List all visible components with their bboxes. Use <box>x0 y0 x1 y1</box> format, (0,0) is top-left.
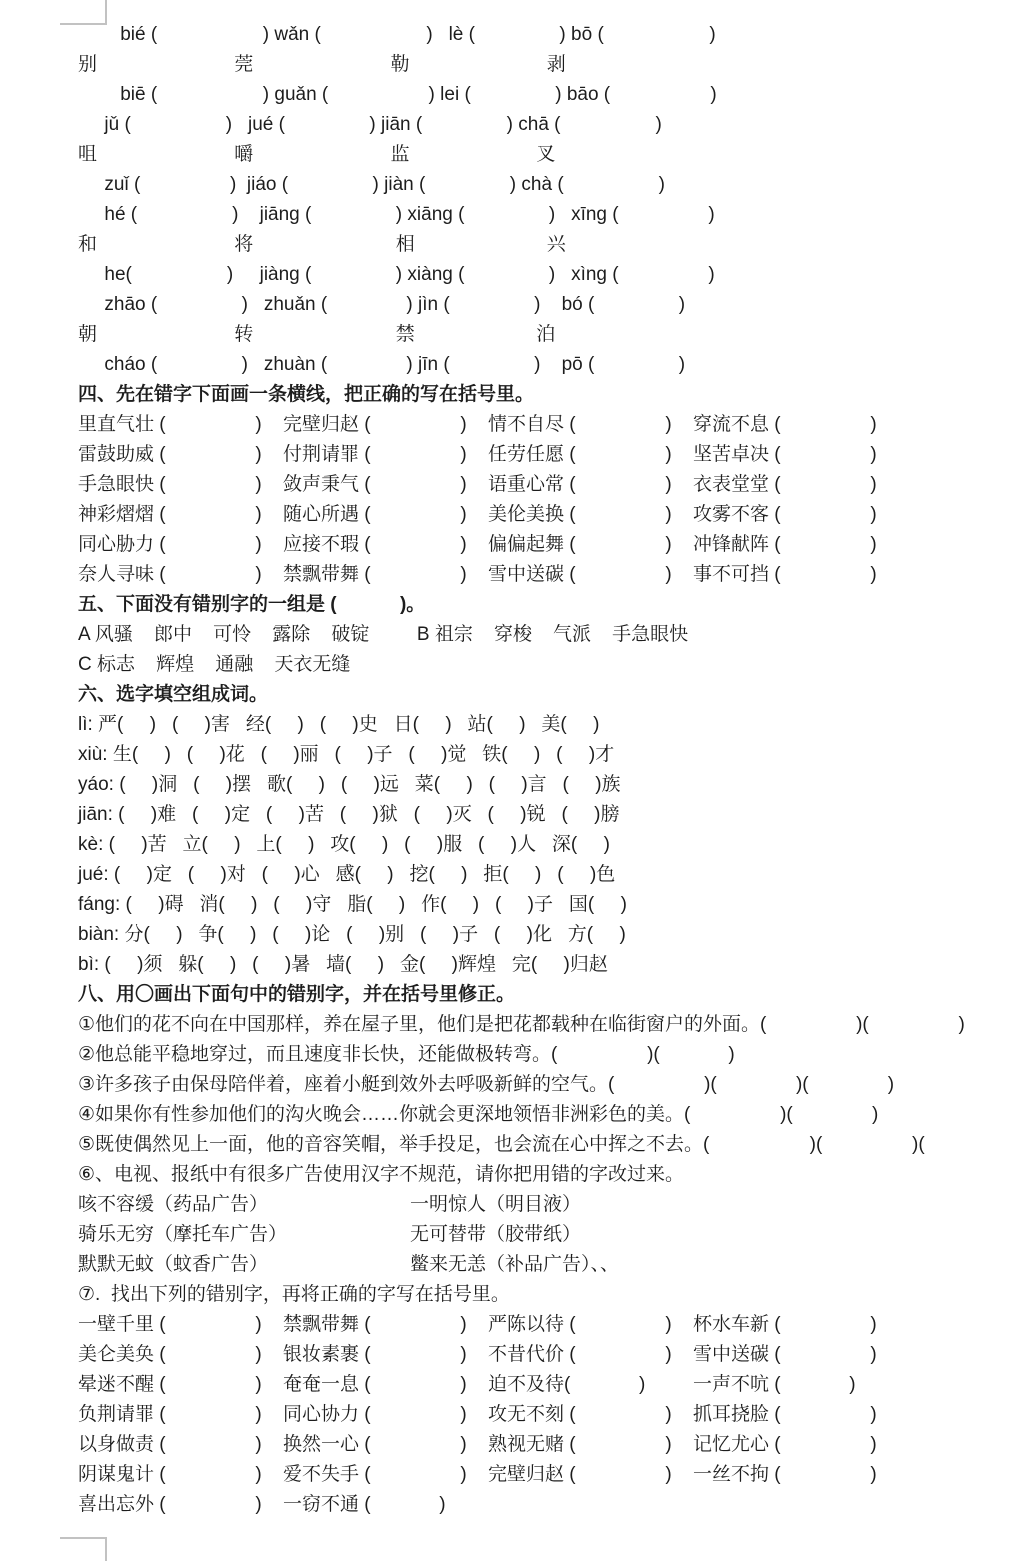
idiom-blank-cell: 奈人寻味 ( ) <box>78 564 262 585</box>
page-margin-corner-bottom-left <box>60 1537 107 1561</box>
idiom-blank-cell: 穿流不息 ( ) <box>693 414 877 435</box>
fill-in-line: jiān: ( )难 ( )定 ( )苦 ( )狱 ( )灭 ( )锐 ( )膀 <box>78 804 620 825</box>
section5-heading: 五、下面没有错别字的一组是 ( )。 <box>78 594 426 615</box>
section5-option-c: C 标志 辉煌 通融 天衣无缝 <box>78 654 351 675</box>
pinyin-line: cháo ( ) zhuàn ( ) jīn ( ) pō ( ) <box>78 354 686 375</box>
fill-in-line: xiù: 生( ) ( )花 ( )丽 ( )子 ( )觉 铁( ) ( )才 <box>78 744 615 765</box>
fill-in-line: lì: 严( ) ( )害 经( ) ( )史 日( ) 站( ) 美( ) <box>78 714 600 735</box>
idiom-correction-row <box>78 1310 1018 1340</box>
fill-in-line: fáng: ( )碍 消( ) ( )守 脂( ) 作( ) ( )子 国( ) <box>78 894 627 915</box>
idiom-blank-cell: 敛声秉气 ( ) <box>283 474 467 495</box>
sentence-correction-line: ①他们的花不向在中国那样，养在屋子里，他们是把花都载种在临街窗户的外面。( )( ) <box>78 1014 965 1035</box>
idiom-blank-cell: 冲锋献阵 ( ) <box>693 534 877 555</box>
section8-heading: 八、用〇画出下面句中的错别字，并在括号里修正。 <box>78 984 516 1005</box>
idiom-blank-cell: 一丝不拘 ( ) <box>693 1464 877 1485</box>
idiom-blank-cell: 事不可挡 ( ) <box>693 564 877 585</box>
idiom-blank-cell: 一壁千里 ( ) <box>78 1314 262 1335</box>
pinyin-character-line: 朝 转 禁 泊 <box>78 324 556 345</box>
idiom-blank-cell: 一声不吭 ( ) <box>693 1374 856 1395</box>
fill-in-line: kè: ( )苦 立( ) 上( ) 攻( ) ( )服 ( )人 深( ) <box>78 834 610 855</box>
idiom-blank-cell: 偏偏起舞 ( ) <box>488 534 672 555</box>
idiom-blank-cell: 衣表堂堂 ( ) <box>693 474 877 495</box>
idiom-blank-cell: 负荆请罪 ( ) <box>78 1404 262 1425</box>
idiom-correction-row <box>78 1340 1018 1370</box>
fill-in-line: jué: ( )定 ( )对 ( )心 感( ) 挖( ) 拒( ) ( )色 <box>78 864 616 885</box>
idiom-blank-cell: 奄奄一息 ( ) <box>283 1374 467 1395</box>
idiom-blank-cell: 记忆尤心 ( ) <box>693 1434 877 1455</box>
idiom-correction-row <box>78 530 1018 560</box>
idiom-blank-cell: 银妆素裹 ( ) <box>283 1344 467 1365</box>
fill-in-line: biàn: 分( ) 争( ) ( )论 ( )别 ( )子 ( )化 方( ) <box>78 924 626 945</box>
pinyin-line: hé ( ) jiāng ( ) xiāng ( ) xīng ( ) <box>78 204 715 225</box>
idiom-correction-row <box>78 440 1018 470</box>
sentence-correction-line: ③许多孩子由保母陪伴着，座着小艇到效外去呼吸新鲜的空气。( )( )( ) <box>78 1074 895 1095</box>
idiom-blank-cell: 雪中送碳 ( ) <box>488 564 672 585</box>
pinyin-line: he( ) jiàng ( ) xiàng ( ) xìng ( ) <box>78 264 715 285</box>
idiom-blank-cell: 任劳任愿 ( ) <box>488 444 672 465</box>
ad-phrase: 一明惊人（明目液） <box>410 1194 582 1215</box>
idiom-blank-cell: 坚苦卓决 ( ) <box>693 444 877 465</box>
idiom-blank-cell: 美仑美奂 ( ) <box>78 1344 262 1365</box>
pinyin-line: jǔ ( ) jué ( ) jiān ( ) chā ( ) <box>78 114 662 135</box>
idiom-blank-cell: 禁飘带舞 ( ) <box>283 564 467 585</box>
section4-heading: 四、先在错字下面画一条横线，把正确的写在括号里。 <box>78 384 535 405</box>
idiom-correction-row <box>78 1460 1018 1490</box>
idiom-blank-cell: 雷鼓助威 ( ) <box>78 444 262 465</box>
idiom-correction-row <box>78 560 1018 590</box>
idiom-correction-row <box>78 1430 1018 1460</box>
idiom-blank-cell: 同心胁力 ( ) <box>78 534 262 555</box>
idiom-blank-cell: 迫不及待( ) <box>488 1374 646 1395</box>
idiom-blank-cell: 神彩熠熠 ( ) <box>78 504 262 525</box>
idiom-blank-cell: 里直气壮 ( ) <box>78 414 262 435</box>
idiom-correction-row <box>78 1490 1018 1520</box>
ad-phrase: 无可替带（胶带纸） <box>410 1224 582 1245</box>
idiom-blank-cell: 完壁归赵 ( ) <box>283 414 467 435</box>
idiom-blank-cell: 禁飘带舞 ( ) <box>283 1314 467 1335</box>
pinyin-character-line: 和 将 相 兴 <box>78 234 566 255</box>
idiom-blank-cell: 攻雾不客 ( ) <box>693 504 877 525</box>
idiom-blank-cell: 一窃不通 ( ) <box>283 1494 446 1515</box>
idiom-blank-cell: 严陈以待 ( ) <box>488 1314 672 1335</box>
idiom-blank-cell: 语重心常 ( ) <box>488 474 672 495</box>
idiom-blank-cell: 完壁归赵 ( ) <box>488 1464 672 1485</box>
pinyin-line: biē ( ) guǎn ( ) lei ( ) bāo ( ) <box>78 84 717 105</box>
idiom-blank-cell: 晕迷不醒 ( ) <box>78 1374 262 1395</box>
pinyin-character-line: 别 莞 勒 剥 <box>78 54 566 75</box>
idiom-blank-cell: 换然一心 ( ) <box>283 1434 467 1455</box>
idiom-blank-cell: 杯水车新 ( ) <box>693 1314 877 1335</box>
pinyin-line: zhāo ( ) zhuǎn ( ) jìn ( ) bó ( ) <box>78 294 686 315</box>
idiom-correction-row <box>78 1370 1018 1400</box>
idiom-blank-cell: 爱不失手 ( ) <box>283 1464 467 1485</box>
sentence-correction-line: ②他总能平稳地穿过，而且速度非长快，还能做极转弯。( )( ) <box>78 1044 735 1065</box>
section6-heading: 六、选字填空组成词。 <box>78 684 269 705</box>
fill-in-line: bì: ( )须 躲( ) ( )暑 墙( ) 金( )辉煌 完( )归赵 <box>78 954 608 975</box>
ad-phrase: 咳不容缓（药品广告） <box>78 1194 269 1215</box>
idiom-correction-row <box>78 1400 1018 1430</box>
ad-phrase: 鳖来无恙（补品广告）、、 <box>410 1254 620 1275</box>
idiom-correction-row <box>78 410 1018 440</box>
idiom-blank-cell: 手急眼快 ( ) <box>78 474 262 495</box>
idiom-blank-cell: 付荆请罪 ( ) <box>283 444 467 465</box>
ad-phrase: 默默无蚊（蚊香广告） <box>78 1254 269 1275</box>
pinyin-character-line: 咀 嚼 监 叉 <box>78 144 556 165</box>
idiom-blank-cell: 随心所遇 ( ) <box>283 504 467 525</box>
sub7-heading: ⑦. 找出下列的错别字，再将正确的字写在括号里。 <box>78 1284 510 1305</box>
idiom-correction-row <box>78 470 1018 500</box>
ad-correction-row <box>78 1220 1018 1250</box>
idiom-blank-cell: 抓耳挠脸 ( ) <box>693 1404 877 1425</box>
pinyin-line: bié ( ) wǎn ( ) lè ( ) bō ( ) <box>78 24 716 45</box>
ad-correction-row <box>78 1250 1018 1280</box>
idiom-blank-cell: 攻无不刻 ( ) <box>488 1404 672 1425</box>
idiom-blank-cell: 阴谋鬼计 ( ) <box>78 1464 262 1485</box>
idiom-blank-cell: 雪中送碳 ( ) <box>693 1344 877 1365</box>
idiom-blank-cell: 不昔代价 ( ) <box>488 1344 672 1365</box>
idiom-blank-cell: 同心协力 ( ) <box>283 1404 467 1425</box>
fill-in-line: yáo: ( )洞 ( )摆 歌( ) ( )远 菜( ) ( )言 ( )族 <box>78 774 621 795</box>
worksheet-content <box>78 20 1018 1520</box>
ad-phrase: 骑乐无穷（摩托车广告） <box>78 1224 288 1245</box>
ad-correction-row <box>78 1190 1018 1220</box>
idiom-blank-cell: 熟视无赌 ( ) <box>488 1434 672 1455</box>
pinyin-line: zuǐ ( ) jiáo ( ) jiàn ( ) chà ( ) <box>78 174 665 195</box>
idiom-blank-cell: 美伦美换 ( ) <box>488 504 672 525</box>
idiom-blank-cell: 以身做责 ( ) <box>78 1434 262 1455</box>
idiom-correction-row <box>78 500 1018 530</box>
section5-option-ab: A 风骚 郎中 可怜 露除 破锭 B 祖宗 穿梭 气派 手急眼快 <box>78 624 689 645</box>
idiom-blank-cell: 喜出忘外 ( ) <box>78 1494 262 1515</box>
sentence-correction-line: ⑤既使偶然见上一面，他的音容笑帽，举手投足，也会流在心中挥之不去。( )( )( <box>78 1134 925 1155</box>
sub6-heading: ⑥、电视、报纸中有很多广告使用汉字不规范，请你把用错的字改过来。 <box>78 1164 685 1185</box>
idiom-blank-cell: 情不自尽 ( ) <box>488 414 672 435</box>
sentence-correction-line: ④如果你有性参加他们的沟火晚会……你就会更深地领悟非洲彩色的美。( )( ) <box>78 1104 879 1125</box>
idiom-blank-cell: 应接不瑕 ( ) <box>283 534 467 555</box>
